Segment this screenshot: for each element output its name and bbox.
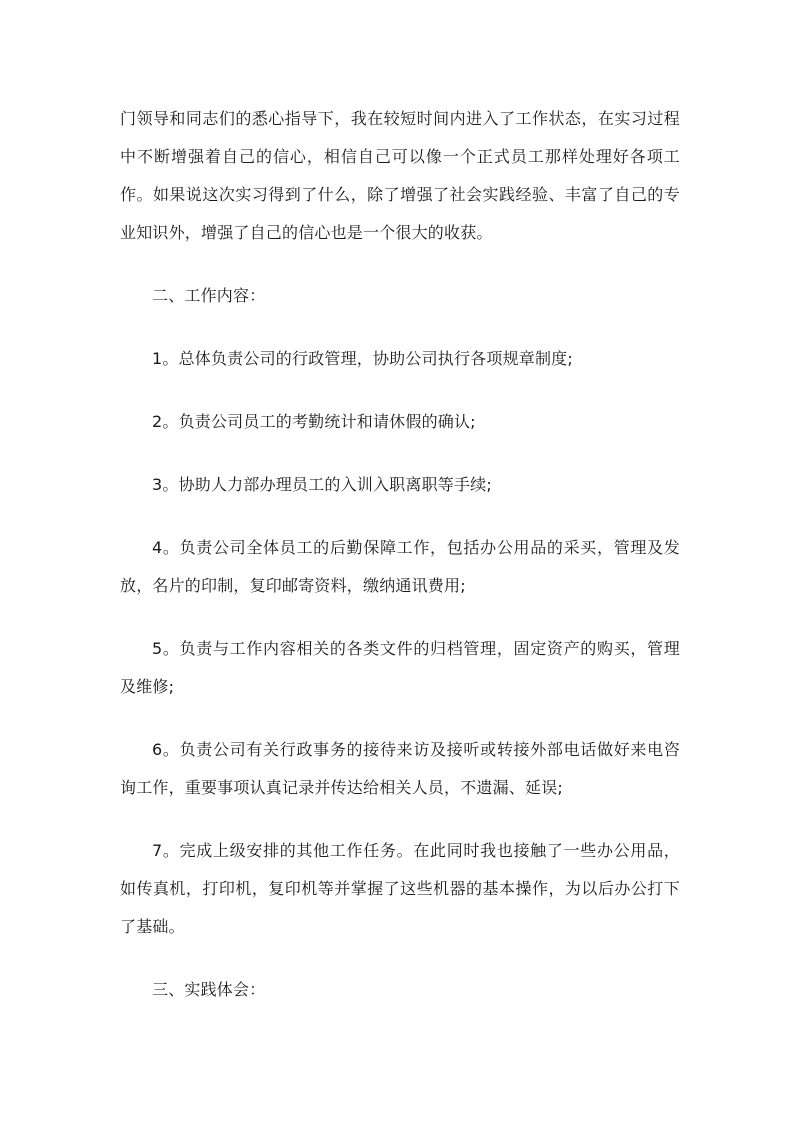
section-heading-work-content: 二、工作内容： xyxy=(152,286,266,305)
list-item-7: 7。完成上级安排的其他工作任务。在此同时我也接触了一些办公用品，如传真机，打印机，复印机等并掌握了这些机器的基本操作，为以后办公打下了基础。 xyxy=(120,841,680,936)
list-item-6: 6。负责公司有关行政事务的接待来访及接听或转接外部电话做好来电咨询工作，重要事项认真记录并传达给相关人员，不遗漏、延误; xyxy=(120,740,680,797)
list-item-4: 4。负责公司全体员工的后勤保障工作，包括办公用品的采买，管理及发放，名片的印制，复印邮寄资料，缴纳通讯费用; xyxy=(120,538,680,595)
intro-paragraph: 门领导和同志们的悉心指导下，我在较短时间内进入了工作状态，在实习过程中不断增强着自己的信心，相信自己可以像一个正式员工那样处理好各项工作。如果说这次实习得到了什么，除了增强了社会实践经验、丰富了自己的专业知识外，增强了自己的信心也是一个很大的收获。 xyxy=(120,109,680,242)
list-item-2: 2。负责公司员工的考勤统计和请休假的确认; xyxy=(152,412,476,431)
section-heading-practice-experience: 三、实践体会： xyxy=(152,980,266,999)
list-item-3: 3。协助人力部办理员工的入训入职离职等手续; xyxy=(152,475,492,494)
list-item-5: 5。负责与工作内容相关的各类文件的归档管理，固定资产的购买，管理及维修; xyxy=(120,639,680,696)
list-item-1: 1。总体负责公司的行政管理，协助公司执行各项规章制度; xyxy=(152,349,573,368)
document-body xyxy=(120,100,680,1034)
